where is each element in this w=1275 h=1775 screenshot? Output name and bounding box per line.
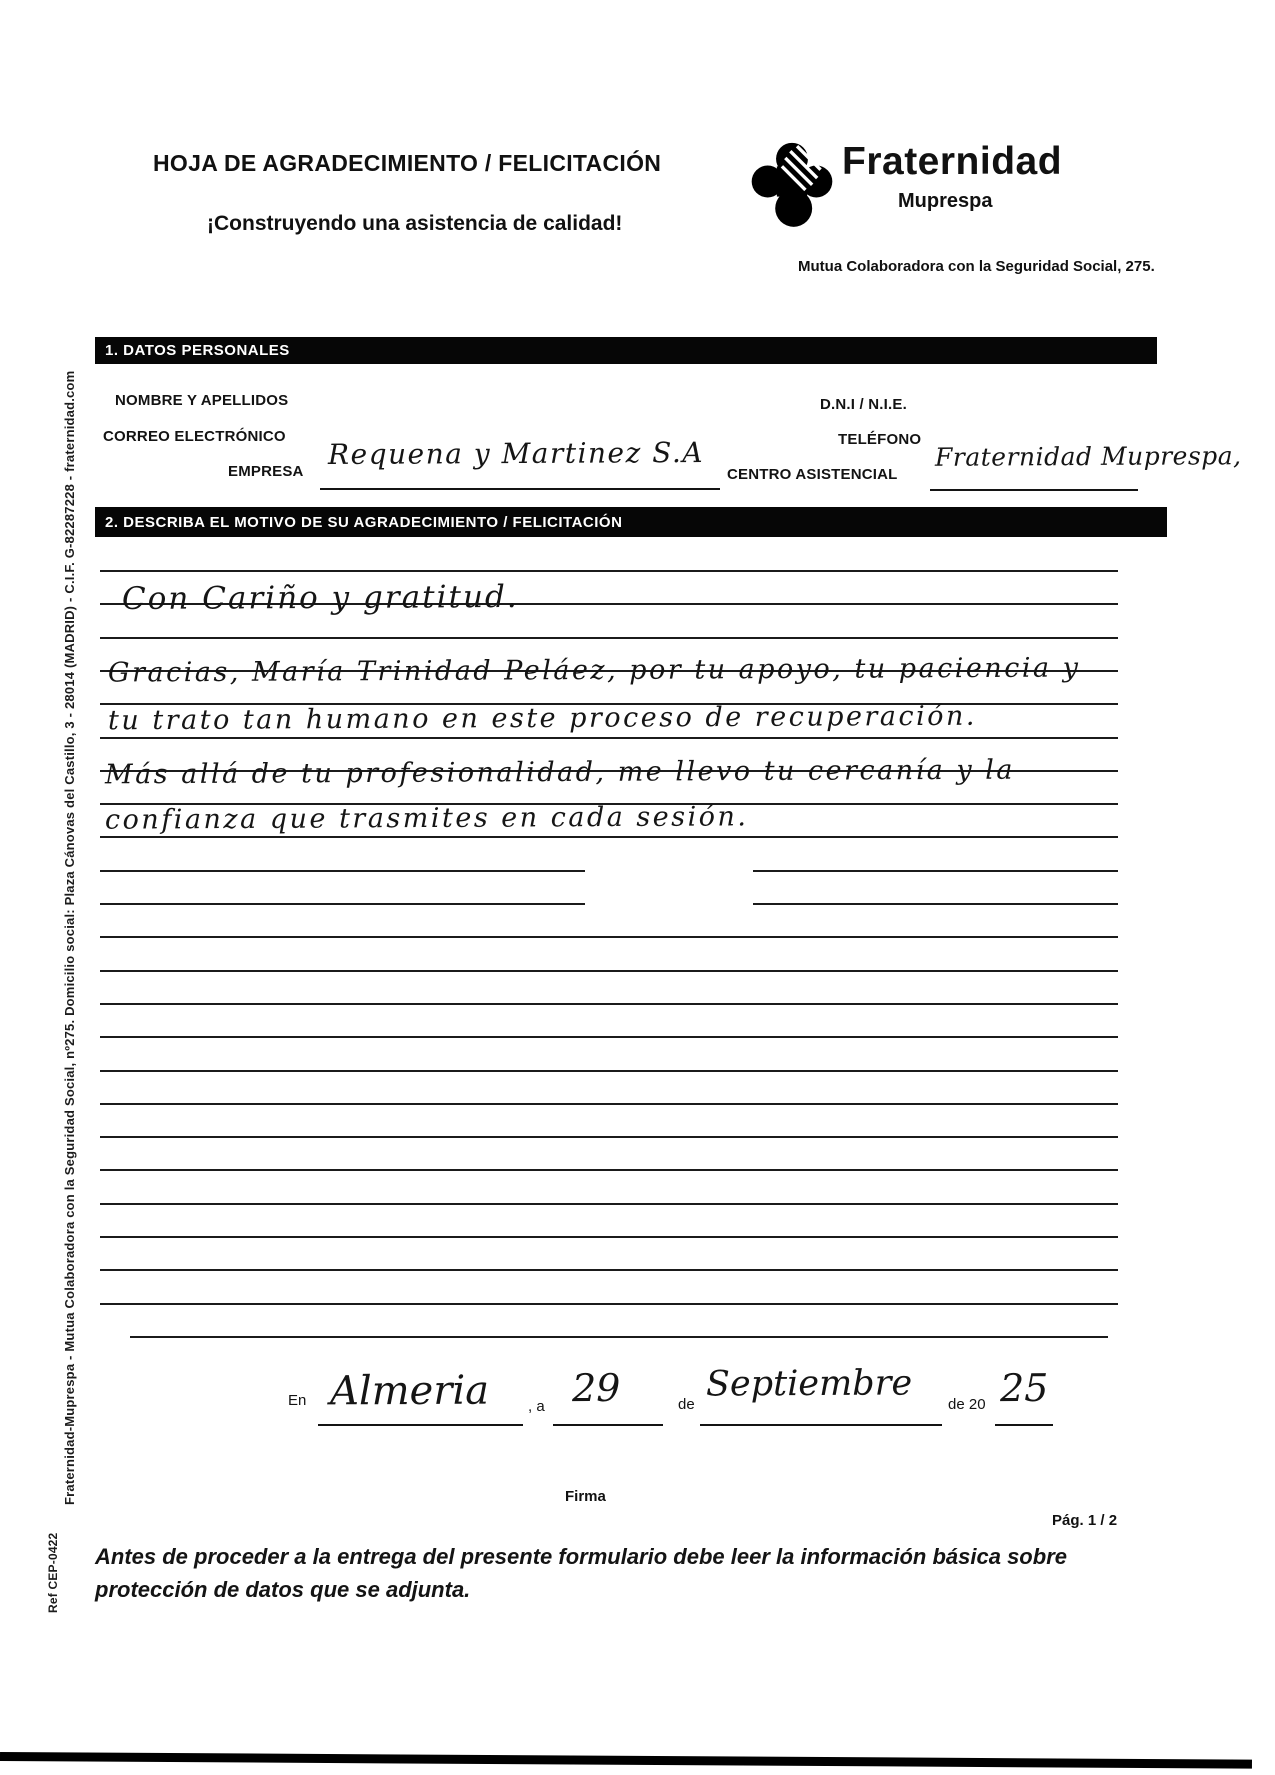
ruled-line <box>100 1169 1118 1171</box>
year-handwritten-value: 25 <box>999 1365 1049 1411</box>
logo-tagline: Mutua Colaboradora con la Seguridad Social, 275. <box>798 258 1155 275</box>
logo-brand-text: Fraternidad <box>842 140 1063 183</box>
section2-heading: 2. DESCRIBA EL MOTIVO DE SU AGRADECIMIENTO / FELICITACIÓN <box>105 513 623 531</box>
place-handwritten-value: Almeria <box>329 1367 490 1415</box>
day-underline <box>553 1424 663 1426</box>
section1-header-bar <box>95 337 1157 364</box>
correo-label: CORREO ELECTRÓNICO <box>103 428 286 445</box>
ruled-line <box>100 737 1118 739</box>
ref-vertical-text: Ref CEP-0422 <box>46 1532 60 1613</box>
data-protection-notice: Antes de proceder a la entrega del presente formulario debe leer la información básica sobre protección de datos que se adjunta. <box>95 1544 1067 1602</box>
a-label: , a <box>528 1398 545 1415</box>
message-line-1: Con Cariño y gratitud. <box>121 578 519 618</box>
telefono-label: TELÉFONO <box>838 431 922 448</box>
ruled-line <box>100 1269 1118 1271</box>
ruled-line <box>100 1303 1118 1305</box>
de20-label: de 20 <box>948 1396 986 1413</box>
whiteout-patch <box>585 846 753 924</box>
nombre-label: NOMBRE Y APELLIDOS <box>115 392 289 409</box>
year-underline <box>995 1424 1053 1426</box>
ruled-line <box>100 936 1118 938</box>
message-line-3: tu trato tan humano en este proceso de recuperación. <box>107 700 977 737</box>
form-subtitle: ¡Construyendo una asistencia de calidad! <box>207 212 623 235</box>
empresa-underline <box>320 488 720 490</box>
scan-edge-artifact <box>0 1752 1252 1769</box>
ruled-line <box>130 1336 1108 1338</box>
section1-heading: 1. DATOS PERSONALES <box>105 342 290 359</box>
section2-header-bar <box>95 507 1167 537</box>
ruled-line <box>100 836 1118 838</box>
centro-handwritten-value: Fraternidad Muprespa, <box>934 441 1242 472</box>
firma-label: Firma <box>565 1488 606 1505</box>
centro-asistencial-label: CENTRO ASISTENCIAL <box>727 466 898 483</box>
de-label: de <box>678 1396 695 1413</box>
ruled-line <box>100 1070 1118 1072</box>
ruled-line <box>100 1003 1118 1005</box>
ruled-line <box>100 1203 1118 1205</box>
place-underline <box>318 1424 523 1426</box>
logo-sub-text: Muprespa <box>898 190 993 212</box>
en-label: En <box>288 1392 307 1409</box>
month-handwritten-value: Septiembre <box>705 1363 913 1405</box>
empresa-handwritten-value: Requena y Martinez S.A <box>327 436 705 471</box>
day-handwritten-value: 29 <box>571 1365 621 1411</box>
ruled-line <box>100 1036 1118 1038</box>
message-line-5: confianza que trasmites en cada sesión. <box>104 801 749 836</box>
month-underline <box>700 1424 942 1426</box>
ruled-line <box>100 970 1118 972</box>
ruled-line <box>100 1236 1118 1238</box>
ruled-line <box>100 1136 1118 1138</box>
ruled-line <box>100 1103 1118 1105</box>
fraternidad-logo-icon <box>750 136 834 232</box>
centro-underline <box>930 489 1138 491</box>
ruled-line <box>100 637 1118 639</box>
message-line-2: Gracias, María Trinidad Peláez, por tu apoyo, tu paciencia y <box>107 652 1081 689</box>
ruled-line <box>100 570 1118 572</box>
ruled-lines-area <box>100 570 1118 1370</box>
message-line-4: Más allá de tu profesionalidad, me llevo tu cercanía y la <box>104 754 1016 791</box>
dni-label: D.N.I / N.I.E. <box>820 396 907 413</box>
legal-vertical-text: Fraternidad-Muprespa - Mutua Colaboradora con la Seguridad Social, nº275. Domicilio social: Plaza Cánovas del Castillo, 3 - 28014 (MADRID) - C.I.F. G-82287228 - fraternidad.com <box>62 370 77 1505</box>
form-title: HOJA DE AGRADECIMIENTO / FELICITACIÓN <box>153 150 662 176</box>
page-number: Pág. 1 / 2 <box>1052 1512 1118 1529</box>
empresa-label: EMPRESA <box>228 463 304 480</box>
